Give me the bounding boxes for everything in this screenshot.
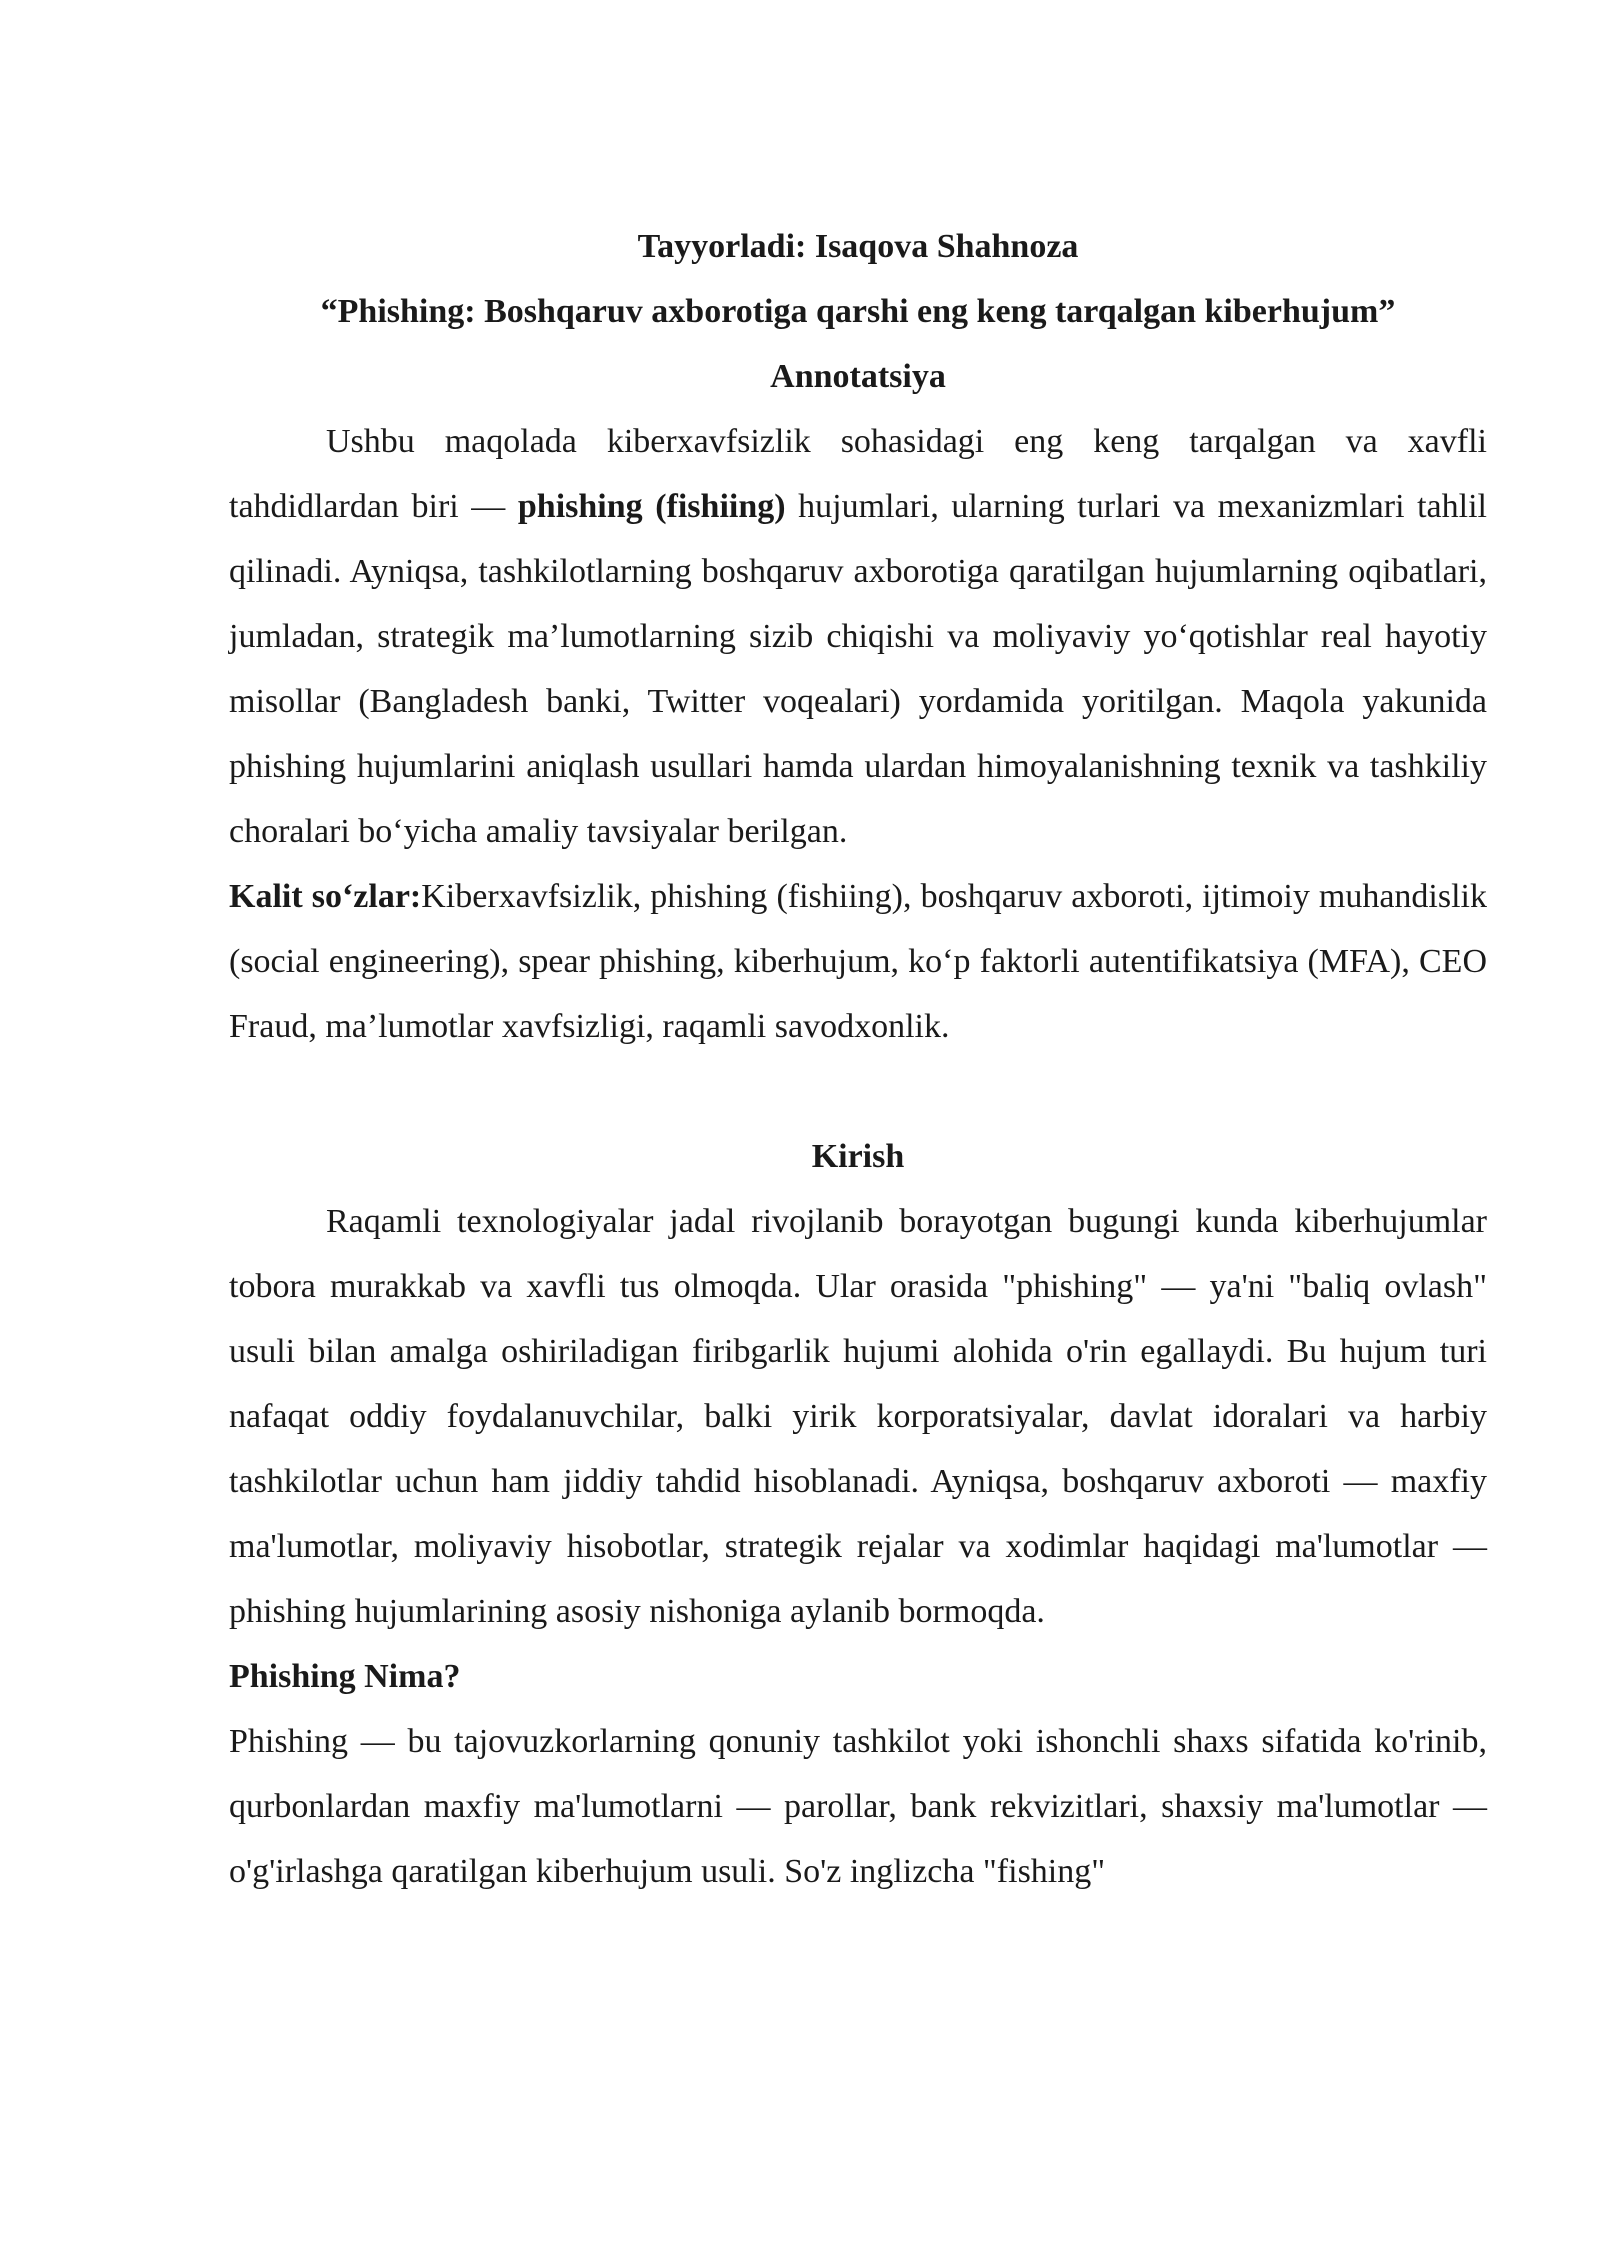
document-page — [229, 214, 1487, 1904]
abstract-bold-term: phishing (fishiing) — [517, 488, 786, 525]
section-heading: Phishing Nima? — [229, 1658, 461, 1695]
abstract-paragraph — [229, 409, 1487, 864]
keywords-text: Kiberxavfsizlik, phishing (fishiing), boshqaruv axboroti, ijtimoiy muhandislik (social engineering), spear phishing, kiberhujum, ko‘p faktorli autentifikatsiya (MFA), CEO Fraud, ma’lumotlar xavfsizligi, raqamli savodxonlik. — [229, 878, 1487, 1045]
article-title: “Phishing: Boshqaruv axborotiga qarshi eng keng tarqalgan kiberhujum” — [320, 293, 1396, 330]
intro-heading: Kirish — [811, 1138, 905, 1175]
keywords-paragraph — [229, 864, 1487, 1059]
keywords-label: Kalit so‘zlar: — [229, 878, 422, 915]
author-line: Tayyorladi: Isaqova Shahnoza — [637, 228, 1079, 265]
section-paragraph: Phishing — bu tajovuzkorlarning qonuniy tashkilot yoki ishonchli shaxs sifatida ko'rinib, qurbonlardan maxfiy ma'lumotlarni — parollar, bank rekvizitlari, shaxsiy ma'lumotlar — o'g'irlashga qaratilgan kiberhujum usuli. So'z inglizcha "fishing" — [229, 1723, 1487, 1890]
abstract-text-part1: Ushbu maqolada kiberxavfsizlik sohasidagi eng keng tarqalgan va xavfli tahdidlardan biri — — [229, 423, 1487, 525]
intro-paragraph: Raqamli texnologiyalar jadal rivojlanib borayotgan bugungi kunda kiberhujumlar tobora murakkab va xavfli tus olmoqda. Ular orasida "phishing" — ya'ni "baliq ovlash" usuli bilan amalga oshiriladigan firibgarlik hujumi alohida o'rin egallaydi. Bu hujum turi nafaqat oddiy foydalanuvchilar, balki yirik korporatsiyalar, davlat idoralari va harbiy tashkilotlar uchun ham jiddiy tahdid hisoblanadi. Ayniqsa, boshqaruv axboroti — maxfiy ma'lumotlar, moliyaviy hisobotlar, strategik rejalar va xodimlar haqidagi ma'lumotlar — phishing hujumlarining asosiy nishoniga aylanib bormoqda. — [229, 1203, 1487, 1630]
spacer — [229, 1059, 1487, 1124]
abstract-text-part2: hujumlari, ularning turlari va mexanizmlari tahlil qilinadi. Ayniqsa, tashkilotlarning boshqaruv axborotiga qaratilgan hujumlarning oqibatlari, jumladan, strategik ma’lumotlarning sizib chiqishi va moliyaviy yo‘qotishlar real hayotiy misollar (Bangladesh banki, Twitter voqealari) yordamida yoritilgan. Maqola yakunida phishing hujumlarini aniqlash usullari hamda ulardan himoyalanishning texnik va tashkiliy choralari bo‘yicha amaliy tavsiyalar berilgan. — [229, 488, 1487, 850]
abstract-heading: Annotatsiya — [770, 358, 946, 395]
